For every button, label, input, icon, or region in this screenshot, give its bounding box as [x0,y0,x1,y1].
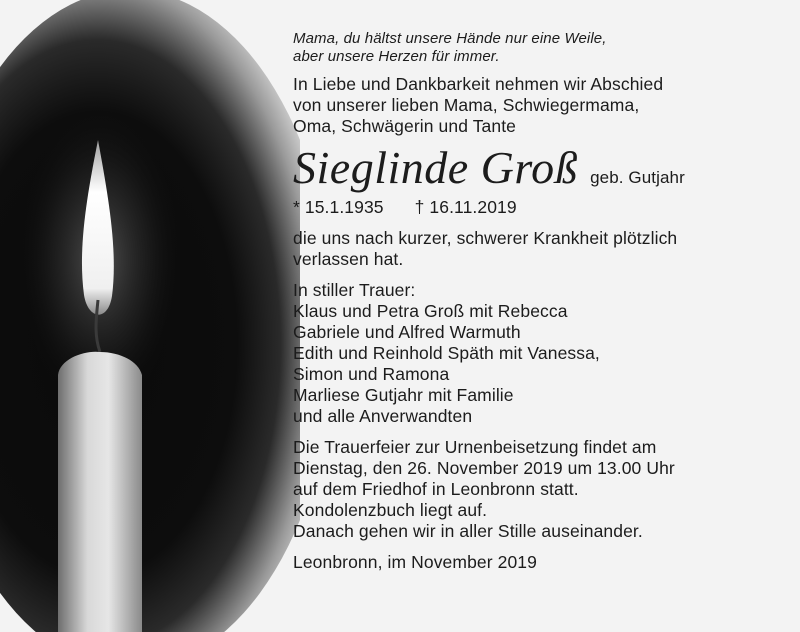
mourners-list [293,301,793,427]
mourner-line: Gabriele und Alfred Warmuth [293,322,521,342]
ceremony-line: Kondolenzbuch liegt auf. [293,500,488,520]
ceremony [293,437,793,542]
death-date: † 16.11.2019 [414,197,517,217]
mourner-line: und alle Anverwandten [293,406,473,426]
intro [293,74,793,137]
motto-line: aber unsere Herzen für immer. [293,48,500,65]
candle-flame-icon [0,0,300,632]
deceased-name-row [293,143,793,195]
motto [293,30,793,66]
circumstance-line: verlassen hat. [293,249,404,269]
ceremony-line: Dienstag, den 26. November 2019 um 13.00 Uhr [293,458,675,478]
ceremony-line: auf dem Friedhof in Leonbronn statt. [293,479,579,499]
obituary-text [293,30,793,573]
circumstance [293,228,793,270]
ceremony-lines [293,437,793,542]
mourners-heading: In stiller Trauer: [293,280,416,300]
ceremony-line: Danach gehen wir in aller Stille auseinander. [293,521,643,541]
intro-line: Oma, Schwägerin und Tante [293,116,517,136]
intro-line: von unserer lieben Mama, Schwiegermama, [293,95,640,115]
life-dates [293,197,793,218]
place-date: Leonbronn, im November 2019 [293,552,537,572]
mourner-line: Simon und Ramona [293,364,450,384]
mourner-line: Marliese Gutjahr mit Familie [293,385,514,405]
mourners [293,280,793,427]
circumstance-line: die uns nach kurzer, schwerer Krankheit plötzlich [293,228,678,248]
candle-photo [0,0,300,632]
birth-name: geb. Gutjahr [590,168,685,187]
birth-date: * 15.1.1935 [293,197,384,217]
motto-line: Mama, du hältst unsere Hände nur eine Weile, [293,30,607,47]
mourner-line: Klaus und Petra Groß mit Rebecca [293,301,568,321]
intro-line: In Liebe und Dankbarkeit nehmen wir Abschied [293,74,664,94]
mourner-line: Edith und Reinhold Späth mit Vanessa, [293,343,600,363]
deceased-name: Sieglinde Groß [293,142,579,193]
ceremony-line: Die Trauerfeier zur Urnenbeisetzung findet am [293,437,657,457]
